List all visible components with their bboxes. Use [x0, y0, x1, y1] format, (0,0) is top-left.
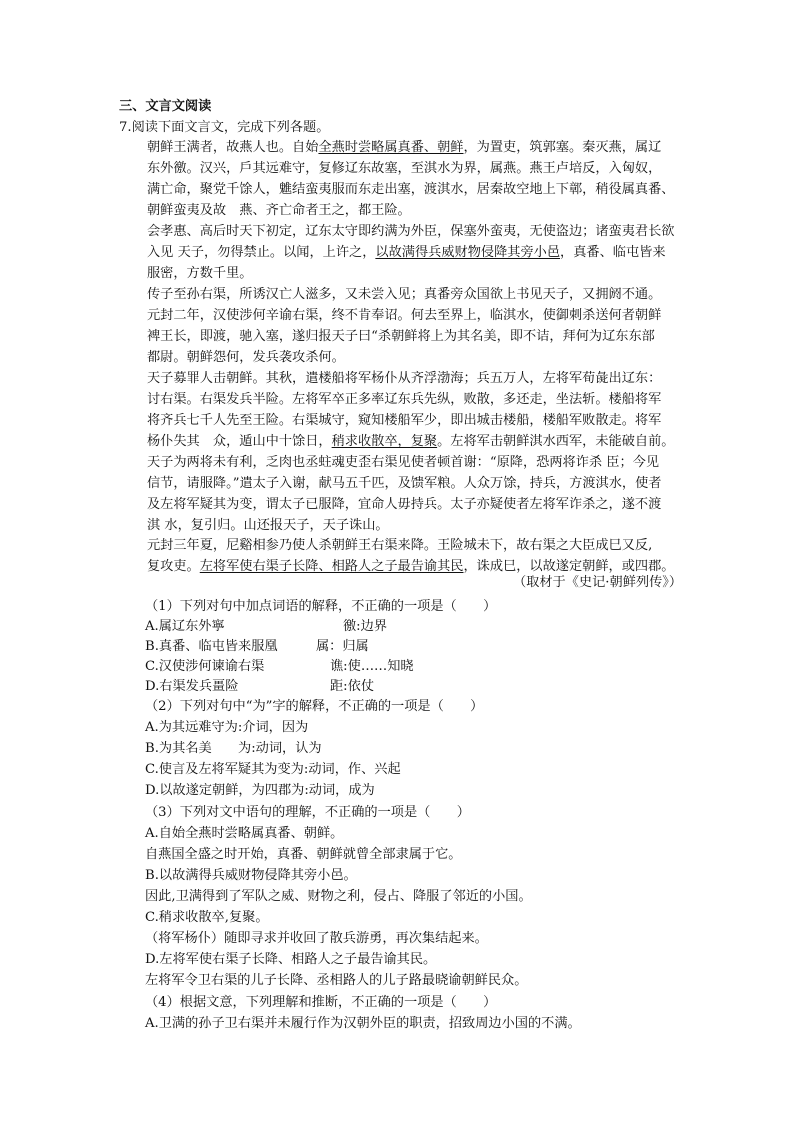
passage-text: ，为置吏，筑郭塞。秦灭燕，属辽 — [463, 140, 662, 155]
passage-text: 复攻吏。 — [147, 559, 200, 574]
question-2-option-a: A.为其远难守为:介词，因为 — [145, 720, 309, 735]
passage-line — [147, 348, 345, 368]
underlined-phrase: 以故满得兵威财物侵降其旁小邑 — [375, 245, 561, 260]
question-2-option-b: B.为其名美 为:动词，认为 — [145, 741, 322, 756]
question-4-option-a: A.卫满的孙子卫右渠并未履行作为汉朝外臣的职责，招致周边小国的不满。 — [145, 1016, 581, 1031]
passage-text: 东外徼。汉兴，戶其远难守，复修辽东故塞，至淇水为界，属燕。燕王卢培反，入匈奴， — [147, 161, 662, 176]
question-3-stem: （3）下列对文中语句的理解，不正确的一项是（ ） — [145, 805, 470, 820]
passage-text: 朝鲜王满者，故燕人也。自始 — [147, 140, 319, 155]
passage-line — [147, 432, 675, 452]
question-1-option-c: C.汉使涉何谏谕右渠 — [145, 659, 265, 674]
question-1-option-c-gloss: 谯:使……知晓 — [330, 659, 414, 674]
passage-text: ，诛成巳，以故遂定朝鲜，或四郡。 — [463, 559, 675, 574]
passage-line — [147, 264, 253, 284]
passage-text: 及左将军疑其为变，谓太子已服降，宜命人毋持兵。太子亦疑使者左将军诈杀之，遂不渡 — [147, 497, 662, 512]
underlined-phrase: 稍求收散卒，复聚 — [331, 434, 438, 449]
passage-line — [147, 453, 659, 473]
passage-line — [147, 495, 661, 515]
passage-line — [147, 201, 411, 221]
question-1-option-a: A.属辽东外寧 — [145, 619, 225, 634]
passage-line — [147, 222, 675, 242]
passage-text: 讨右渠。右渠发兵半险。左将军卒正多率辽东兵先纵，败散，多还走，坐法斩。楼船将军 — [147, 392, 662, 407]
passage-text: 天子募罪人击朝鲜。其秋，遣楼船将军杨仆从齐浮渤海；兵五万人，左将军荀彘出辽东： — [147, 371, 662, 386]
passage-line — [147, 369, 661, 389]
passage-line — [147, 411, 661, 431]
passage-line — [147, 159, 661, 179]
passage-text: 会孝惠、高后时天下初定，辽东太守即约满为外臣，保塞外蛮夷，无使盗边；诸蛮夷君长欲 — [147, 224, 675, 239]
question-2-stem: （2）下列对句中“为”字的解释，不正确的一项是（ ） — [145, 699, 484, 714]
question-3-item: 因此,卫满得到了军队之威、财物之利，侵占、降服了邻近的小国。 — [145, 889, 532, 904]
question-1-stem: （1）下列对句中加点词语的解释，不正确的一项是（ ） — [145, 599, 497, 614]
question-4-stem: （4）根据文意，下列理解和推断，不正确的一项是（ ） — [145, 995, 497, 1010]
question-2-option-d: D.以故遂定朝鲜，为四郡为:动词，成为 — [145, 783, 375, 798]
passage-line — [147, 390, 661, 410]
question-3-item: （将军杨仆）随即寻求并收回了散兵游勇，再次集结起来。 — [145, 931, 488, 946]
passage-text: 将齐兵七千人先至王险。右渠城守，窥知楼船军少，即出城击楼船，楼船军败散走。将军 — [147, 413, 662, 428]
passage-text: 传子至孙右渠，所诱汉亡人滋多，又未尝入见；真番旁众国欲上书见天子，又拥阏不通。 — [147, 287, 662, 302]
passage-text: 朝鲜蛮夷及故 燕、齐亡命者王之，都王险。 — [147, 203, 411, 218]
underlined-phrase: 左将军使右渠子长降、相路人之子最告谕其民 — [199, 559, 464, 574]
question-3-item: C.稍求收散卒,复聚。 — [145, 910, 269, 925]
section-heading: 三、文言文阅读 — [119, 99, 212, 114]
question-intro: 7.阅读下面文言文，完成下列各题。 — [119, 120, 330, 135]
passage-line — [147, 516, 389, 536]
passage-line — [147, 138, 661, 158]
passage-line — [147, 536, 652, 556]
question-3-item: 左将军令卫右渠的儿子长降、丞相路人的儿子路最晓谕朝鲜民众。 — [145, 973, 528, 988]
passage-line — [147, 474, 661, 494]
passage-text: 天子为两将未有利，乏肉也丞蛀魂吏歪右渠见使者顿首谢：“原降，恐两将诈杀 臣；今见 — [147, 455, 660, 470]
passage-line — [147, 243, 666, 263]
question-1-option-d: D.右渠发兵畺险 — [145, 679, 239, 694]
question-3-item: B.以故满得兵威财物侵降其旁小邑。 — [145, 868, 357, 883]
passage-text: 杨仆失其 众，遁山中十馀日， — [147, 434, 332, 449]
question-1-option-d-gloss: 距:依仗 — [330, 679, 375, 694]
question-1-option-b: B.真番、临屯皆来服凰 — [145, 639, 278, 654]
passage-text: 入见 天子，勿得禁止。以闻，上许之， — [147, 245, 376, 260]
passage-text: 淇 水，复引归。山还报天子，天子诛山。 — [147, 518, 389, 533]
passage-text: 信节，请服降。”遣太子入谢，献马五千匹，及馈军粮。人众万馀，持兵，方渡淇水，使者 — [147, 476, 662, 491]
passage-line — [147, 306, 661, 326]
passage-text: ，真番、临屯皆来 — [560, 245, 666, 260]
passage-text: 裨王长，即渡，驰入塞，遂归报天子曰“杀朝鲜将上为其名美，即不诘，拜何为辽东东部 — [147, 329, 655, 344]
passage-text: 元封二年，汉使涉何辛谕右渠，终不肯奉诏。何去至界上，临淇水，使御刺杀送何者朝鲜 — [147, 308, 662, 323]
question-2-option-c: C.使言及左将军疑其为变为:动词，作、兴起 — [145, 762, 401, 777]
passage-source: （取材于《史记·朝鲜列传》） — [513, 575, 683, 590]
passage-text: 服密，方数千里。 — [147, 266, 253, 281]
passage-text: 满亡命，聚党千馀人，魋结蛮夷服而东走出塞，渡淇水，居秦故空地上下鄣，稍役属真番、 — [147, 182, 675, 197]
passage-text: 都尉。朝鲜怨何，发兵袭攻杀何。 — [147, 350, 345, 365]
question-3-item: D.左将军使右渠子长降、相路人之子最告谕其民。 — [145, 952, 437, 967]
passage-line — [147, 327, 655, 347]
question-1-option-b-gloss: 属：归属 — [316, 639, 369, 654]
question-3-item: A.自始全燕时尝略属真番、朝鲜。 — [145, 826, 344, 841]
passage-text: 元封三年夏，尼谿相参乃使人杀朝鲜王右渠来降。王险城未下，故右渠之大臣成巳又反, — [147, 538, 653, 553]
question-3-item: 自燕国全盛之时开始，真番、朝鲜就曾全部隶属于它。 — [145, 847, 462, 862]
passage-line — [147, 180, 675, 200]
passage-text: 。左将军击朝鲜淇水西军，未能破自前。 — [437, 434, 675, 449]
question-1-option-a-gloss: 徼:边界 — [343, 619, 388, 634]
underlined-phrase: 全燕时尝略属真番、朝鲜 — [318, 140, 464, 155]
passage-line — [147, 285, 661, 305]
